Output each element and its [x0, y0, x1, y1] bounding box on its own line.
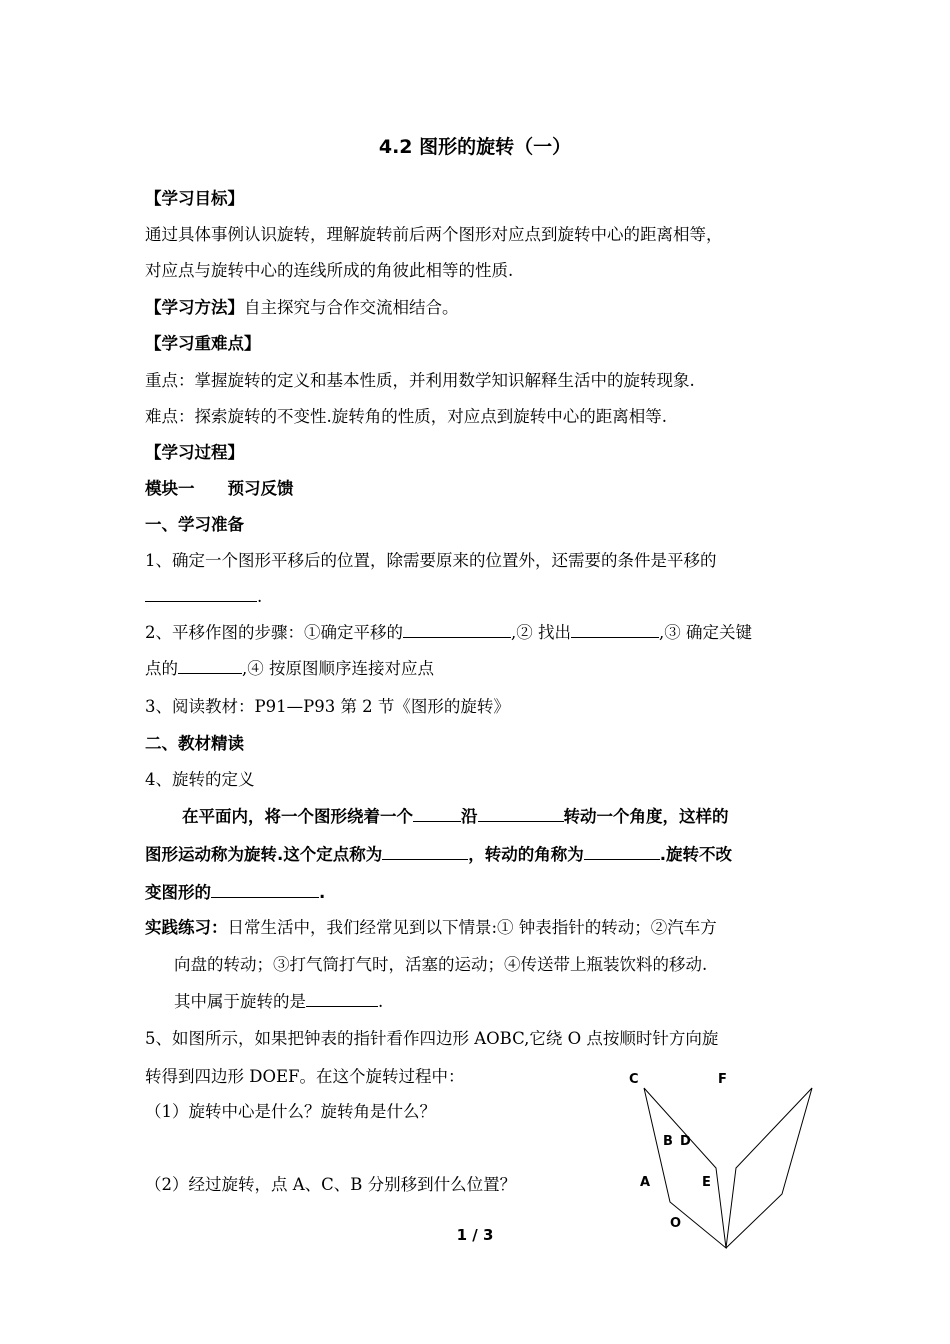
practice-line-3: 其中属于旋转的是 .	[174, 992, 384, 1011]
quadrilateral-doef	[726, 1088, 812, 1248]
section-1-heading: 一、学习准备	[145, 515, 244, 534]
question-2: 2、平移作图的步骤：①确定平移的 ,② 找出 ,③ 确定关键	[145, 623, 752, 642]
label-e: E	[702, 1175, 711, 1190]
question-5-sub-1: （1）旋转中心是什么？旋转角是什么？	[145, 1102, 436, 1121]
label-a: A	[640, 1175, 651, 1190]
quadrilateral-aobc	[644, 1088, 726, 1248]
question-5: 5、如图所示，如果把钟表的指针看作四边形 AOBC,它绕 O 点按顺时针方向旋	[145, 1029, 719, 1048]
question-2-cont: 点的 ,④ 按原图顺序连接对应点	[145, 659, 434, 678]
page-number: 1 / 3	[456, 1226, 494, 1244]
goal-text-1: 通过具体事例认识旋转，理解旋转前后两个图形对应点到旋转中心的距离相等，	[145, 225, 723, 244]
difficult-point: 难点：探索旋转的不变性.旋转角的性质，对应点到旋转中心的距离相等.	[145, 407, 667, 426]
process-heading: 【学习过程】	[145, 443, 244, 462]
question-1-answer-line: .	[145, 586, 262, 608]
key-heading: 【学习重难点】	[145, 334, 261, 353]
practice-line-2: 向盘的转动；③打气筒打气时，活塞的运动；④传送带上瓶装饮料的移动.	[174, 955, 708, 974]
question-5-sub-2: （2）经过旋转，点 A、C、B 分别移到什么位置？	[145, 1175, 517, 1194]
question-1: 1、确定一个图形平移后的位置，除需要原来的位置外，还需要的条件是平移的	[145, 551, 717, 570]
question-3: 3、阅读教材：P91—P93 第 2 节《图形的旋转》	[145, 697, 510, 716]
page-title: 4.2 图形的旋转（一）	[378, 136, 572, 158]
goal-heading: 【学习目标】	[145, 189, 244, 208]
module-heading: 模块一 预习反馈	[145, 479, 294, 498]
definition-line-1: 在平面内，将一个图形绕着一个 沿 转动一个角度，这样的	[182, 807, 729, 826]
method-text: 自主探究与合作交流相结合。	[244, 298, 459, 317]
practice-label: 实践练习：	[145, 918, 228, 937]
question-4: 4、旋转的定义	[145, 770, 255, 789]
definition-line-2: 图形运动称为旋转.这个定点称为 ，转动的角称为 .旋转不改	[145, 845, 733, 864]
practice-line-1: 实践练习：日常生活中，我们经常见到以下情景:① 钟表指针的转动；②汽车方	[145, 918, 717, 937]
label-d: D	[680, 1134, 691, 1149]
method-heading: 【学习方法】	[145, 298, 244, 317]
label-f: F	[718, 1072, 727, 1087]
label-b: B	[663, 1134, 673, 1149]
section-2-heading: 二、教材精读	[145, 734, 244, 753]
label-o: O	[670, 1216, 682, 1231]
key-point: 重点：掌握旋转的定义和基本性质，并利用数学知识解释生活中的旋转现象.	[145, 371, 695, 390]
question-5-cont: 转得到四边形 DOEF。在这个旋转过程中：	[145, 1067, 465, 1086]
goal-text-2: 对应点与旋转中心的连线所成的角彼此相等的性质.	[145, 261, 514, 280]
definition-line-3: 变图形的 .	[145, 883, 326, 902]
label-c: C	[629, 1072, 639, 1087]
